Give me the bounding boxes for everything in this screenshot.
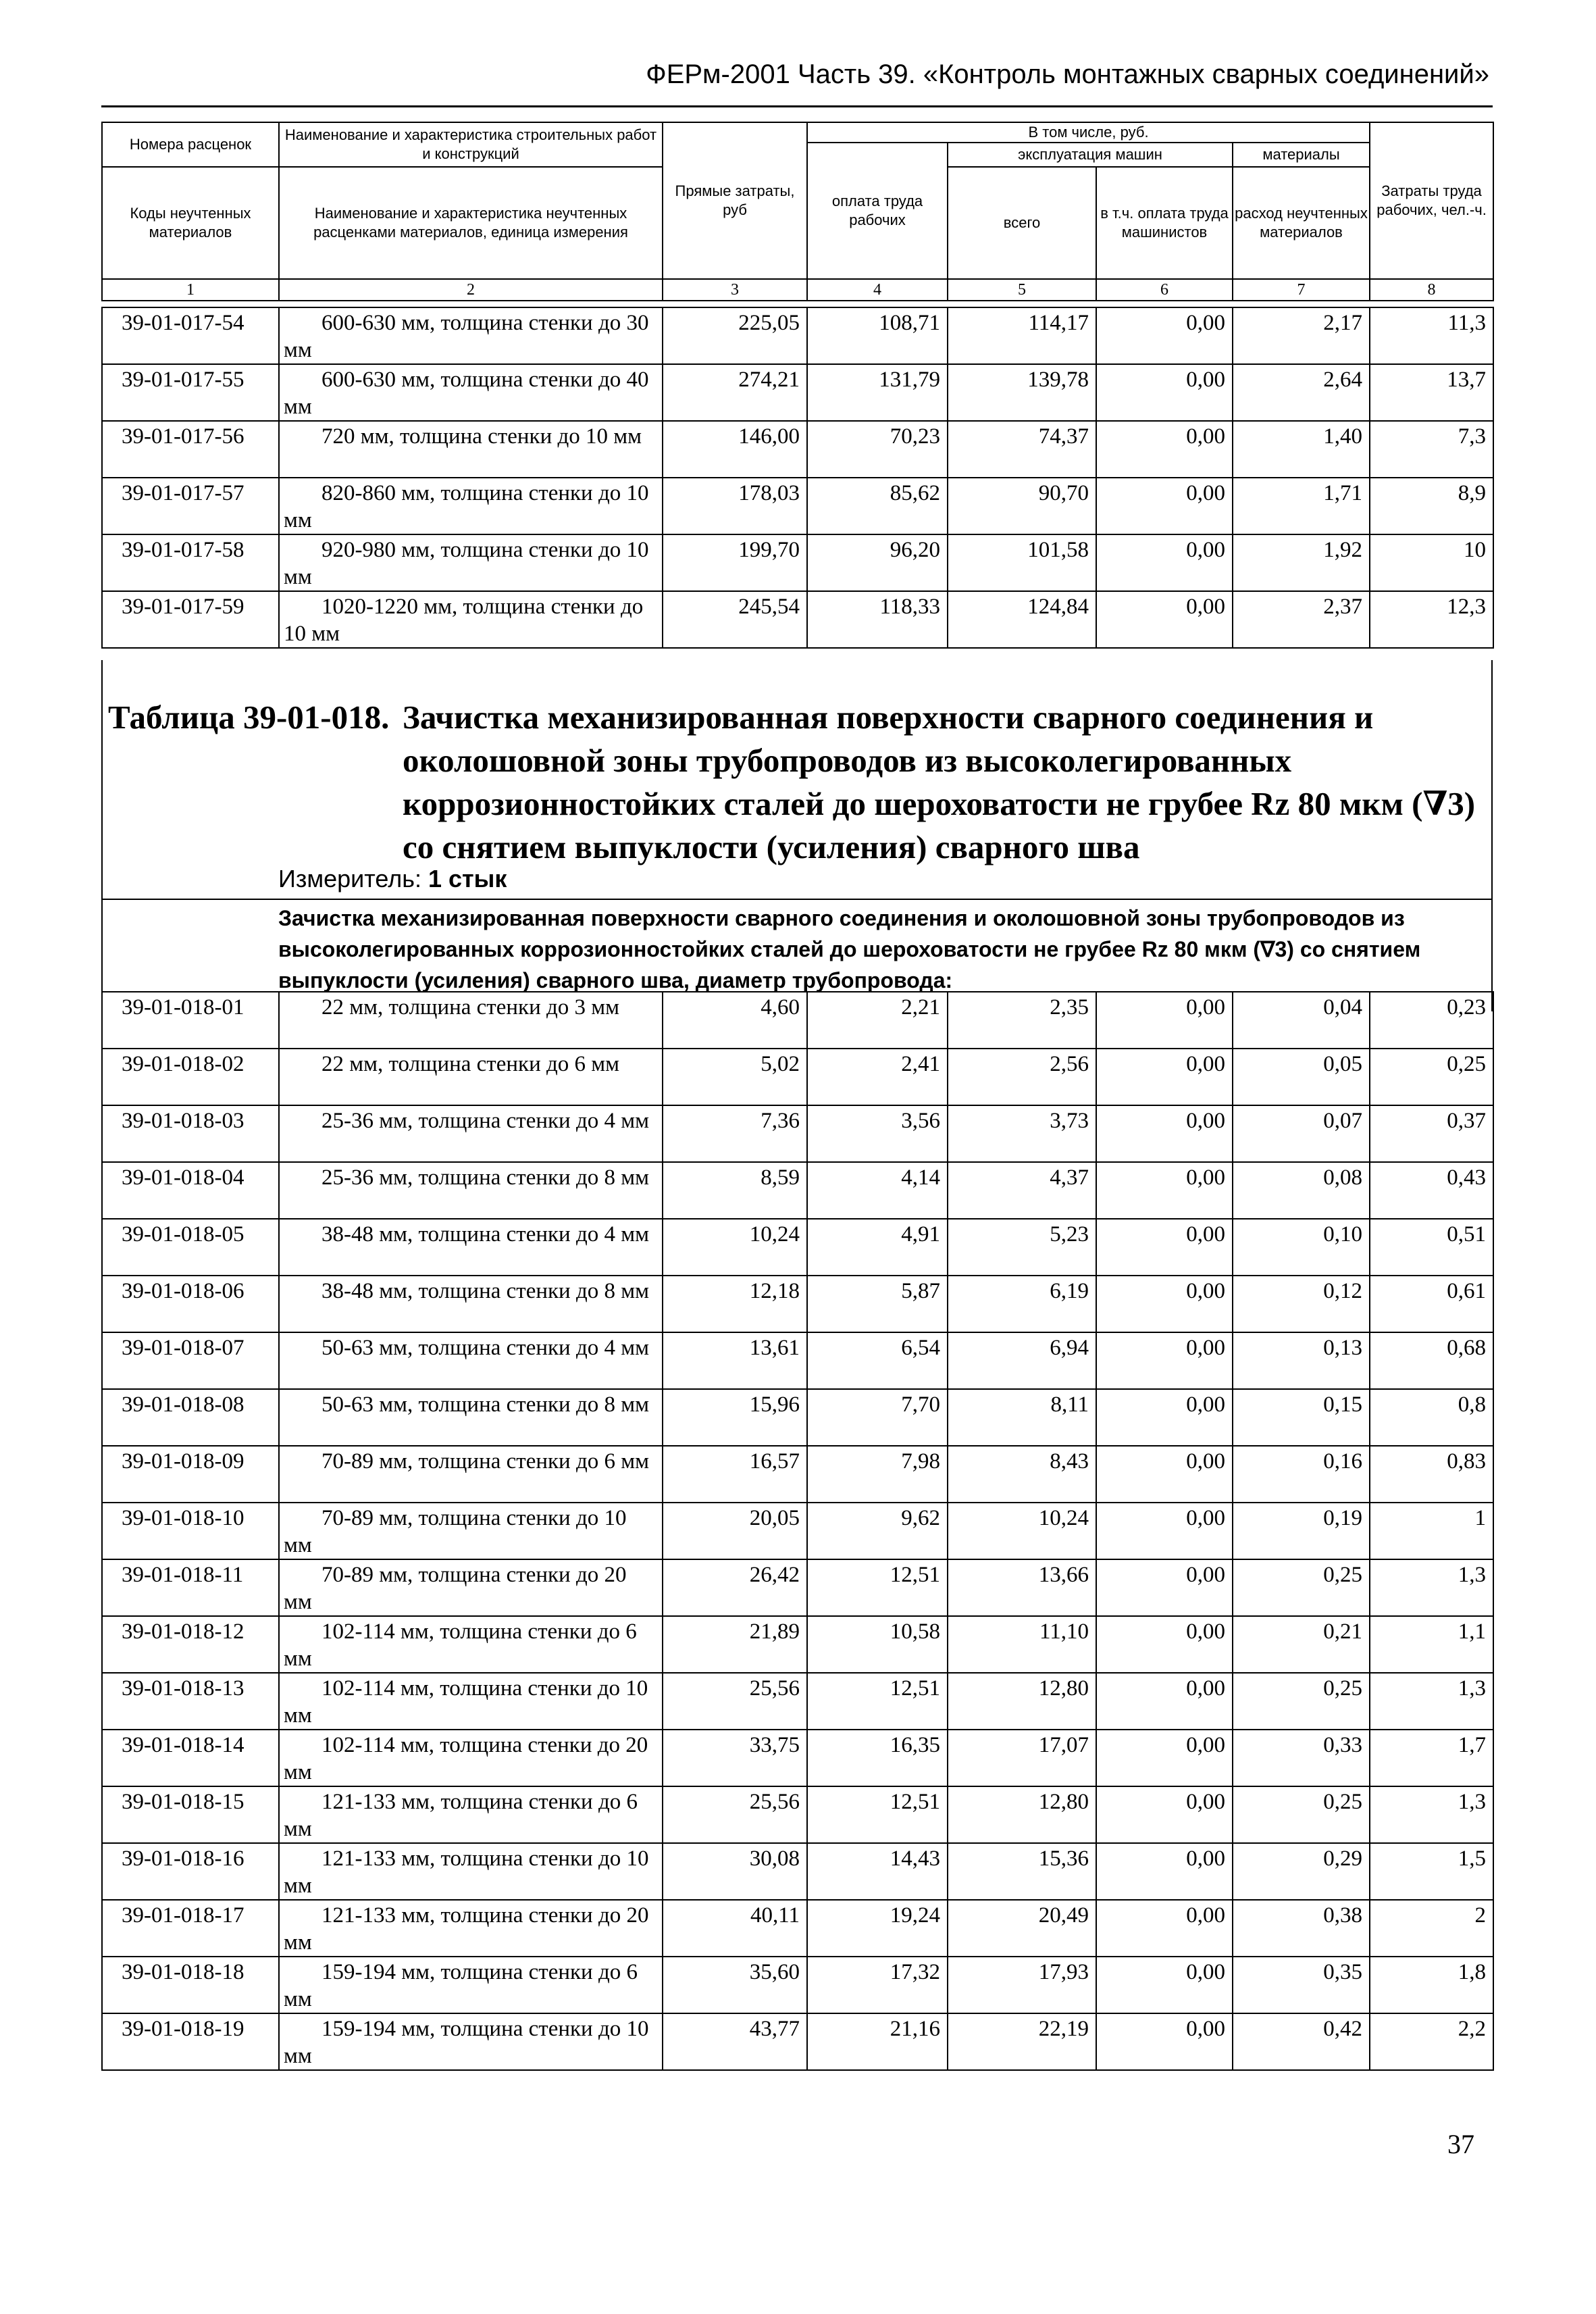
cell-machines: 6,19: [948, 1276, 1096, 1332]
cell-materials: 0,15: [1233, 1389, 1370, 1446]
cell-code: 39-01-018-07: [102, 1332, 279, 1389]
cell-materials: 1,92: [1233, 534, 1370, 591]
cell-name: 121-133 мм, толщина стенки до 6 мм: [279, 1786, 663, 1843]
cell-materials: 0,35: [1233, 1957, 1370, 2013]
cell-name: 50-63 мм, толщина стенки до 4 мм: [279, 1332, 663, 1389]
cell-wages: 7,70: [807, 1389, 948, 1446]
cell-machinist-wages: 0,00: [1096, 1900, 1233, 1957]
header-machine-operation: эксплуатация машин: [948, 143, 1233, 167]
cell-code: 39-01-018-13: [102, 1673, 279, 1730]
table-row: [102, 1843, 1493, 1900]
cell-direct: 25,56: [663, 1673, 807, 1730]
cell-labor: 1,3: [1370, 1559, 1493, 1616]
cell-machinist-wages: 0,00: [1096, 1389, 1233, 1446]
cell-name: 920-980 мм, толщина стенки до 10 мм: [279, 534, 663, 591]
cell-machinist-wages: 0,00: [1096, 1559, 1233, 1616]
cell-materials: 0,12: [1233, 1276, 1370, 1332]
cell-wages: 4,91: [807, 1219, 948, 1276]
cell-direct: 21,89: [663, 1616, 807, 1673]
cell-code: 39-01-018-09: [102, 1446, 279, 1503]
col-number: 6: [1096, 279, 1233, 301]
cell-machines: 20,49: [948, 1900, 1096, 1957]
cell-machinist-wages: 0,00: [1096, 534, 1233, 591]
cell-name: 159-194 мм, толщина стенки до 10 мм: [279, 2013, 663, 2070]
rates-table-018: [101, 991, 1494, 2071]
header-material-codes: Коды неучтенных материалов: [102, 167, 279, 279]
table-row: [102, 534, 1493, 591]
cell-direct: 35,60: [663, 1957, 807, 2013]
cell-name: 25-36 мм, толщина стенки до 8 мм: [279, 1162, 663, 1219]
cell-machines: 114,17: [948, 307, 1096, 364]
cell-machinist-wages: 0,00: [1096, 1957, 1233, 2013]
cell-name: 1020-1220 мм, толщина стенки до 10 мм: [279, 591, 663, 648]
header-worker-pay: оплата труда рабочих: [807, 143, 948, 279]
cell-machinist-wages: 0,00: [1096, 1332, 1233, 1389]
table-row: [102, 1105, 1493, 1162]
cell-machinist-wages: 0,00: [1096, 591, 1233, 648]
cell-wages: 4,14: [807, 1162, 948, 1219]
cell-name: 70-89 мм, толщина стенки до 6 мм: [279, 1446, 663, 1503]
cell-code: 39-01-018-03: [102, 1105, 279, 1162]
header-unaccounted-consumption: расход неучтенных материалов: [1233, 167, 1370, 279]
cell-materials: 0,25: [1233, 1673, 1370, 1730]
cell-machinist-wages: 0,00: [1096, 1616, 1233, 1673]
cell-machines: 3,73: [948, 1105, 1096, 1162]
cell-machines: 6,94: [948, 1332, 1096, 1389]
table-row: [102, 1900, 1493, 1957]
cell-labor: 1: [1370, 1503, 1493, 1559]
cell-code: 39-01-018-01: [102, 992, 279, 1049]
cell-wages: 7,98: [807, 1446, 948, 1503]
page-number: 37: [1447, 2129, 1474, 2159]
cell-materials: 2,64: [1233, 364, 1370, 421]
cell-machinist-wages: 0,00: [1096, 1503, 1233, 1559]
cell-code: 39-01-018-18: [102, 1957, 279, 2013]
cell-machinist-wages: 0,00: [1096, 1049, 1233, 1105]
cell-machines: 10,24: [948, 1503, 1096, 1559]
cell-code: 39-01-018-02: [102, 1049, 279, 1105]
cell-direct: 7,36: [663, 1105, 807, 1162]
cell-name: 38-48 мм, толщина стенки до 4 мм: [279, 1219, 663, 1276]
cell-materials: 0,16: [1233, 1446, 1370, 1503]
col-number: 5: [948, 279, 1096, 301]
table-title-text: Зачистка механизированная поверхности сварного соединения и околошовной зоны трубопроводов из высоколегированных коррозионностойких сталей до шероховатости не грубее Rz 80 мкм (∇3) со снятием выпуклости (усиления) сварного шва: [403, 699, 1476, 865]
table-number: Таблица 39-01-018.: [108, 699, 390, 736]
cell-labor: 1,3: [1370, 1673, 1493, 1730]
header-incl-machinist-pay: в т.ч. оплата труда машинистов: [1096, 167, 1233, 279]
cell-materials: 0,33: [1233, 1730, 1370, 1786]
table-row: [102, 307, 1493, 364]
cell-materials: 1,40: [1233, 421, 1370, 478]
section-rule: [101, 899, 1493, 900]
header-direct-costs: Прямые затраты, руб: [663, 122, 807, 279]
rates-table-017: [101, 307, 1494, 649]
cell-name: 70-89 мм, толщина стенки до 20 мм: [279, 1559, 663, 1616]
cell-code: 39-01-018-19: [102, 2013, 279, 2070]
cell-name: 121-133 мм, толщина стенки до 10 мм: [279, 1843, 663, 1900]
cell-materials: 0,10: [1233, 1219, 1370, 1276]
cell-machinist-wages: 0,00: [1096, 1843, 1233, 1900]
table-row: [102, 1276, 1493, 1332]
cell-direct: 5,02: [663, 1049, 807, 1105]
cell-labor: 0,83: [1370, 1446, 1493, 1503]
cell-machinist-wages: 0,00: [1096, 1673, 1233, 1730]
cell-machines: 22,19: [948, 2013, 1096, 2070]
cell-machinist-wages: 0,00: [1096, 1219, 1233, 1276]
table-row: [102, 1786, 1493, 1843]
cell-machinist-wages: 0,00: [1096, 1730, 1233, 1786]
cell-materials: 0,21: [1233, 1616, 1370, 1673]
table-row: [102, 1673, 1493, 1730]
cell-machinist-wages: 0,00: [1096, 1162, 1233, 1219]
table-row: [102, 2013, 1493, 2070]
cell-name: 22 мм, толщина стенки до 3 мм: [279, 992, 663, 1049]
cell-labor: 2: [1370, 1900, 1493, 1957]
cell-direct: 16,57: [663, 1446, 807, 1503]
cell-machinist-wages: 0,00: [1096, 1446, 1233, 1503]
cell-materials: 0,04: [1233, 992, 1370, 1049]
cell-wages: 2,21: [807, 992, 948, 1049]
cell-machinist-wages: 0,00: [1096, 364, 1233, 421]
cell-direct: 20,05: [663, 1503, 807, 1559]
cell-wages: 12,51: [807, 1786, 948, 1843]
table-row: [102, 992, 1493, 1049]
cell-name: 102-114 мм, толщина стенки до 10 мм: [279, 1673, 663, 1730]
cell-labor: 0,68: [1370, 1332, 1493, 1389]
cell-machines: 12,80: [948, 1786, 1096, 1843]
cell-wages: 17,32: [807, 1957, 948, 2013]
cell-name: 102-114 мм, толщина стенки до 20 мм: [279, 1730, 663, 1786]
cell-wages: 118,33: [807, 591, 948, 648]
header-rate-numbers: Номера расценок: [102, 122, 279, 167]
col-number: 1: [102, 279, 279, 301]
cell-wages: 96,20: [807, 534, 948, 591]
cell-name: 720 мм, толщина стенки до 10 мм: [279, 421, 663, 478]
cell-name: 102-114 мм, толщина стенки до 6 мм: [279, 1616, 663, 1673]
cell-labor: 1,5: [1370, 1843, 1493, 1900]
cell-direct: 10,24: [663, 1219, 807, 1276]
cell-labor: 0,37: [1370, 1105, 1493, 1162]
col-number: 8: [1370, 279, 1493, 301]
cell-wages: 12,51: [807, 1673, 948, 1730]
meter-label: Измеритель:: [278, 865, 421, 892]
cell-machinist-wages: 0,00: [1096, 307, 1233, 364]
cell-name: 38-48 мм, толщина стенки до 8 мм: [279, 1276, 663, 1332]
cell-materials: 0,29: [1233, 1843, 1370, 1900]
cell-machinist-wages: 0,00: [1096, 1786, 1233, 1843]
cell-wages: 12,51: [807, 1559, 948, 1616]
cell-materials: 0,07: [1233, 1105, 1370, 1162]
cell-machinist-wages: 0,00: [1096, 1105, 1233, 1162]
cell-direct: 225,05: [663, 307, 807, 364]
table-row: [102, 1957, 1493, 2013]
cell-name: 22 мм, толщина стенки до 6 мм: [279, 1049, 663, 1105]
cell-direct: 199,70: [663, 534, 807, 591]
cell-code: 39-01-017-58: [102, 534, 279, 591]
cell-code: 39-01-018-08: [102, 1389, 279, 1446]
header-material-names: Наименование и характеристика неучтенных расценками материалов, единица измерения: [279, 167, 663, 279]
table-row: [102, 421, 1493, 478]
cell-wages: 2,41: [807, 1049, 948, 1105]
cell-code: 39-01-018-12: [102, 1616, 279, 1673]
table-row: [102, 591, 1493, 648]
cell-machinist-wages: 0,00: [1096, 992, 1233, 1049]
cell-machines: 101,58: [948, 534, 1096, 591]
cell-machines: 11,10: [948, 1616, 1096, 1673]
col-number: 7: [1233, 279, 1370, 301]
cell-labor: 1,8: [1370, 1957, 1493, 2013]
cell-direct: 274,21: [663, 364, 807, 421]
cell-labor: 1,7: [1370, 1730, 1493, 1786]
cell-labor: 0,8: [1370, 1389, 1493, 1446]
cell-materials: 2,37: [1233, 591, 1370, 648]
cell-wages: 131,79: [807, 364, 948, 421]
cell-code: 39-01-018-16: [102, 1843, 279, 1900]
table-description: Зачистка механизированная поверхности сварного соединения и околошовной зоны трубопроводов из высоколегированных коррозионностойких сталей до шероховатости не грубее Rz 80 мкм (∇3) со снятием выпуклости (усиления) сварного шва, диаметр трубопровода:: [278, 906, 1421, 992]
cell-materials: 1,71: [1233, 478, 1370, 534]
cell-machinist-wages: 0,00: [1096, 421, 1233, 478]
cell-wages: 3,56: [807, 1105, 948, 1162]
cell-name: 70-89 мм, толщина стенки до 10 мм: [279, 1503, 663, 1559]
cell-name: 600-630 мм, толщина стенки до 40 мм: [279, 364, 663, 421]
column-header-table: [101, 122, 1494, 301]
cell-materials: 0,13: [1233, 1332, 1370, 1389]
col-number: 4: [807, 279, 948, 301]
cell-wages: 108,71: [807, 307, 948, 364]
cell-direct: 245,54: [663, 591, 807, 648]
cell-code: 39-01-017-56: [102, 421, 279, 478]
cell-direct: 12,18: [663, 1276, 807, 1332]
cell-machines: 15,36: [948, 1843, 1096, 1900]
cell-machinist-wages: 0,00: [1096, 2013, 1233, 2070]
cell-wages: 10,58: [807, 1616, 948, 1673]
cell-wages: 70,23: [807, 421, 948, 478]
cell-direct: 33,75: [663, 1730, 807, 1786]
running-header: ФЕРм-2001 Часть 39. «Контроль монтажных сварных соединений»: [646, 59, 1489, 89]
cell-code: 39-01-018-14: [102, 1730, 279, 1786]
table-row: [102, 1503, 1493, 1559]
table-row: [102, 1389, 1493, 1446]
cell-labor: 11,3: [1370, 307, 1493, 364]
cell-code: 39-01-017-57: [102, 478, 279, 534]
cell-name: 50-63 мм, толщина стенки до 8 мм: [279, 1389, 663, 1446]
cell-name: 159-194 мм, толщина стенки до 6 мм: [279, 1957, 663, 2013]
cell-materials: 0,25: [1233, 1786, 1370, 1843]
cell-code: 39-01-017-59: [102, 591, 279, 648]
cell-direct: 30,08: [663, 1843, 807, 1900]
table-row: [102, 1219, 1493, 1276]
cell-machines: 5,23: [948, 1219, 1096, 1276]
header-rule: [101, 105, 1493, 107]
cell-direct: 13,61: [663, 1332, 807, 1389]
table-row: [102, 1559, 1493, 1616]
cell-machines: 90,70: [948, 478, 1096, 534]
cell-direct: 178,03: [663, 478, 807, 534]
cell-name: 600-630 мм, толщина стенки до 30 мм: [279, 307, 663, 364]
cell-direct: 26,42: [663, 1559, 807, 1616]
cell-name: 121-133 мм, толщина стенки до 20 мм: [279, 1900, 663, 1957]
cell-materials: 2,17: [1233, 307, 1370, 364]
cell-labor: 10: [1370, 534, 1493, 591]
cell-labor: 7,3: [1370, 421, 1493, 478]
cell-direct: 4,60: [663, 992, 807, 1049]
cell-code: 39-01-018-05: [102, 1219, 279, 1276]
table-row: [102, 1730, 1493, 1786]
meter-value: 1 стык: [428, 865, 507, 892]
cell-labor: 1,1: [1370, 1616, 1493, 1673]
cell-labor: 0,61: [1370, 1276, 1493, 1332]
cell-materials: 0,38: [1233, 1900, 1370, 1957]
cell-machines: 12,80: [948, 1673, 1096, 1730]
cell-code: 39-01-018-04: [102, 1162, 279, 1219]
cell-wages: 21,16: [807, 2013, 948, 2070]
cell-code: 39-01-018-11: [102, 1559, 279, 1616]
cell-labor: 1,3: [1370, 1786, 1493, 1843]
cell-code: 39-01-018-10: [102, 1503, 279, 1559]
cell-wages: 14,43: [807, 1843, 948, 1900]
cell-materials: 0,25: [1233, 1559, 1370, 1616]
table-row: [102, 364, 1493, 421]
cell-machines: 8,11: [948, 1389, 1096, 1446]
cell-code: 39-01-018-06: [102, 1276, 279, 1332]
cell-machinist-wages: 0,00: [1096, 1276, 1233, 1332]
cell-direct: 25,56: [663, 1786, 807, 1843]
cell-code: 39-01-017-55: [102, 364, 279, 421]
cell-labor: 2,2: [1370, 2013, 1493, 2070]
cell-direct: 43,77: [663, 2013, 807, 2070]
header-total: всего: [948, 167, 1096, 279]
cell-machines: 139,78: [948, 364, 1096, 421]
cell-machines: 17,07: [948, 1730, 1096, 1786]
table-row: [102, 1616, 1493, 1673]
cell-machines: 8,43: [948, 1446, 1096, 1503]
unit-of-measure: [278, 865, 507, 893]
cell-machines: 74,37: [948, 421, 1096, 478]
cell-labor: 12,3: [1370, 591, 1493, 648]
cell-wages: 16,35: [807, 1730, 948, 1786]
cell-direct: 146,00: [663, 421, 807, 478]
cell-materials: 0,08: [1233, 1162, 1370, 1219]
header-work-names: Наименование и характеристика строительных работ и конструкций: [279, 122, 663, 167]
cell-machines: 2,56: [948, 1049, 1096, 1105]
cell-wages: 9,62: [807, 1503, 948, 1559]
cell-direct: 15,96: [663, 1389, 807, 1446]
table-row: [102, 1162, 1493, 1219]
cell-materials: 0,19: [1233, 1503, 1370, 1559]
cell-materials: 0,05: [1233, 1049, 1370, 1105]
cell-machines: 124,84: [948, 591, 1096, 648]
table-row: [102, 478, 1493, 534]
cell-labor: 0,25: [1370, 1049, 1493, 1105]
cell-machines: 2,35: [948, 992, 1096, 1049]
cell-name: 25-36 мм, толщина стенки до 4 мм: [279, 1105, 663, 1162]
cell-machines: 17,93: [948, 1957, 1096, 2013]
table-row: [102, 1049, 1493, 1105]
cell-labor: 0,43: [1370, 1162, 1493, 1219]
cell-code: 39-01-018-15: [102, 1786, 279, 1843]
col-number: 3: [663, 279, 807, 301]
cell-labor: 8,9: [1370, 478, 1493, 534]
cell-direct: 8,59: [663, 1162, 807, 1219]
cell-machinist-wages: 0,00: [1096, 478, 1233, 534]
cell-name: 820-860 мм, толщина стенки до 10 мм: [279, 478, 663, 534]
cell-wages: 6,54: [807, 1332, 948, 1389]
cell-code: 39-01-018-17: [102, 1900, 279, 1957]
table-row: [102, 1446, 1493, 1503]
table-row: [102, 1332, 1493, 1389]
cell-labor: 13,7: [1370, 364, 1493, 421]
cell-wages: 19,24: [807, 1900, 948, 1957]
cell-machines: 13,66: [948, 1559, 1096, 1616]
cell-labor: 0,23: [1370, 992, 1493, 1049]
cell-direct: 40,11: [663, 1900, 807, 1957]
header-including: В том числе, руб.: [807, 122, 1370, 143]
cell-materials: 0,42: [1233, 2013, 1370, 2070]
col-number: 2: [279, 279, 663, 301]
header-materials: материалы: [1233, 143, 1370, 167]
header-labor-costs: Затраты труда рабочих, чел.-ч.: [1370, 122, 1493, 279]
cell-labor: 0,51: [1370, 1219, 1493, 1276]
cell-code: 39-01-017-54: [102, 307, 279, 364]
cell-machines: 4,37: [948, 1162, 1096, 1219]
cell-wages: 85,62: [807, 478, 948, 534]
cell-wages: 5,87: [807, 1276, 948, 1332]
